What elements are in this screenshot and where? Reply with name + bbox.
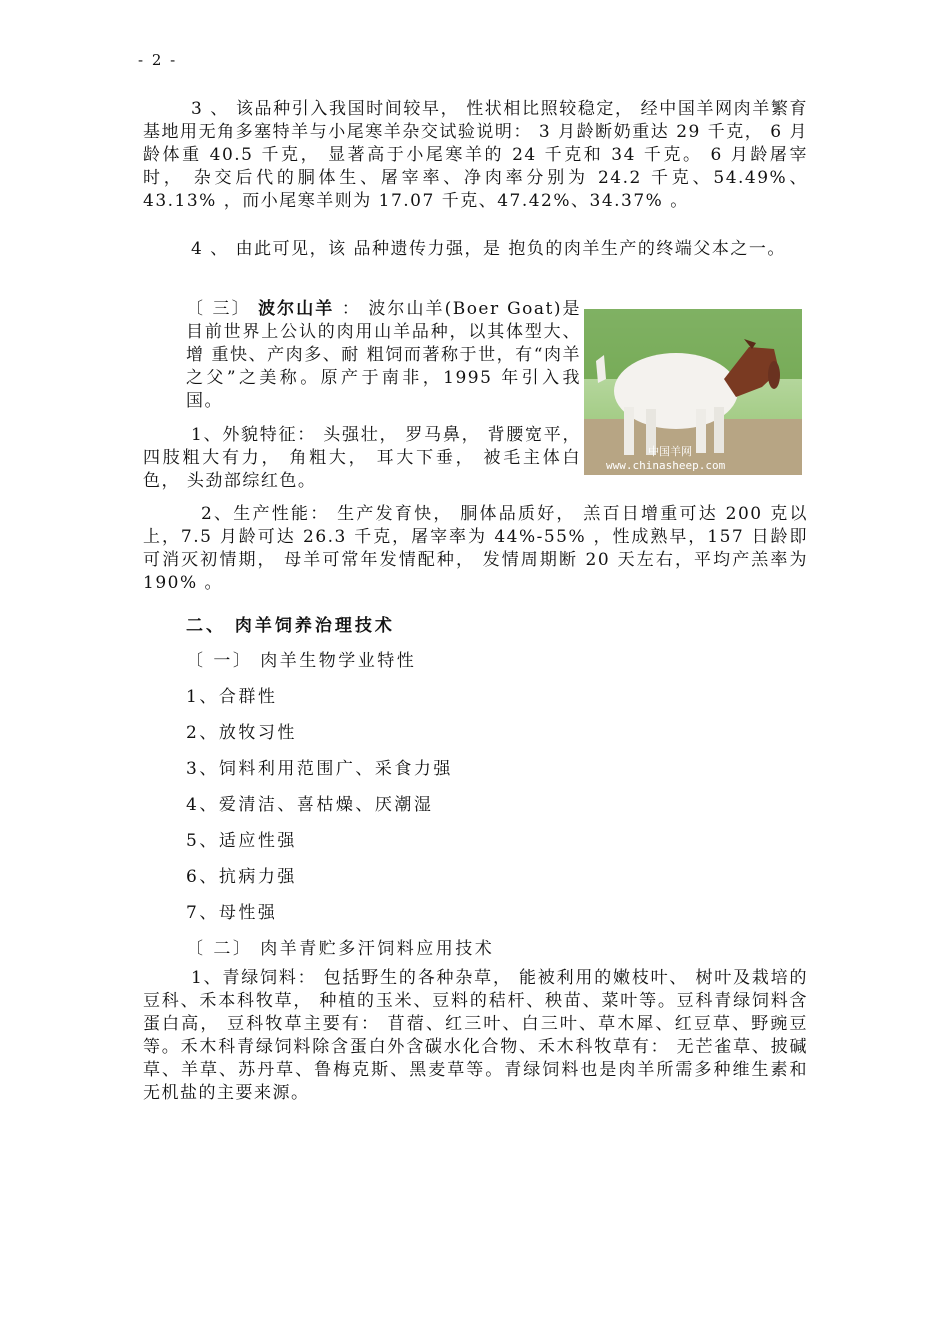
paragraph-breed-4: 4 、 由此可见，该 品种遗传力强，是 抱负的肉羊生产的终端父本之一。 [191,239,786,259]
section2-title: 二、 肉羊饲养治理技术 [186,616,395,636]
boer-label-colon: ： [341,299,361,319]
boer-appearance: 1、外貌特征： 头强壮， 罗马鼻， 背腰宽平， 四肢粗大有力， 角粗大， 耳大下垂， 被毛主体白色， 头劲部综红色。 [143,425,581,491]
boer-production: 2、生产性能： 生产发育快， 胴体品质好， 羔百日增重可达 200 克以上，7.5 月龄可达 26.3 千克，屠宰率为 44%-55% ，性成熟早，157 日龄即可消灭初情期， 母羊可常年发情配种， 发情周期断 20 天左右，平均产羔率为 190% 。 [143,504,808,593]
paragraph-breed-3: 3 、 该品种引入我国时间较早， 性状相比照较稳定， 经中国羊网肉羊繁育基地用无角多塞特羊与小尾寒羊杂交试验说明： 3 月龄断奶重达 29 千克， 6 月龄体重 40.5 千克， 显著高于小尾寒羊的 24 千克和 34 千克。 6 月龄屠宰时， 杂交后代的胴体生、屠宰率、净肉率分别为 24.2 千克、54.49%、43.13% ，而小尾寒羊则为 17.07 千克、47.42%、34.37% 。 [143,99,808,211]
boer-label-name: 波尔山羊 [258,299,335,319]
goat-image-svg [584,309,802,475]
boer-label-prefix: 〔 三〕 [186,299,251,319]
photo-watermark-url: www.chinasheep.com [606,459,726,472]
trait-item: 1、合群性 [186,687,278,707]
trait-item: 2、放牧习性 [186,723,297,743]
trait-item: 4、爱清洁、喜枯燥、厌潮湿 [186,795,434,815]
section2-sub1: 〔 一〕 肉羊生物学业特性 [186,651,417,671]
boer-goat-photo [584,309,802,475]
boer-intro-text: 波尔山羊(Boer Goat)是目前世界上公认的肉用山羊品种，以其体型大、增 重快、产肉多、耐 粗饲而著称于世，有“肉羊之父”之美称。原产于南非，1995 年引入我国。 [186,299,582,411]
photo-watermark-cn: 中国羊网 [648,445,692,458]
boer-intro-block [186,298,581,413]
trait-item: 5、适应性强 [186,831,297,851]
trait-item: 7、母性强 [186,903,278,923]
green-feed-paragraph: 1、青绿饲料： 包括野生的各种杂草， 能被利用的嫩枝叶、 树叶及栽培的豆科、禾本科牧草， 种植的玉米、豆料的秸杆、秧苗、菜叶等。豆科青绿饲料含蛋白高， 豆科牧草主要有： 苜蓿、红三叶、白三叶、草木犀、红豆草、野豌豆等。禾木科青绿饲料除含蛋白外含碳水化合物、禾木科牧草有： 无芒雀草、披碱草、羊草、苏丹草、鲁梅克斯、黑麦草等。青绿饲料也是肉羊所需多种维生素和无机盐的主要来源。 [143,968,808,1103]
trait-item: 6、抗病力强 [186,867,297,887]
section2-sub2: 〔 二〕 肉羊青贮多汗饲料应用技术 [186,939,495,959]
page-number: - 2 - [138,51,178,69]
trait-item: 3、饲料利用范围广、采食力强 [186,759,453,779]
